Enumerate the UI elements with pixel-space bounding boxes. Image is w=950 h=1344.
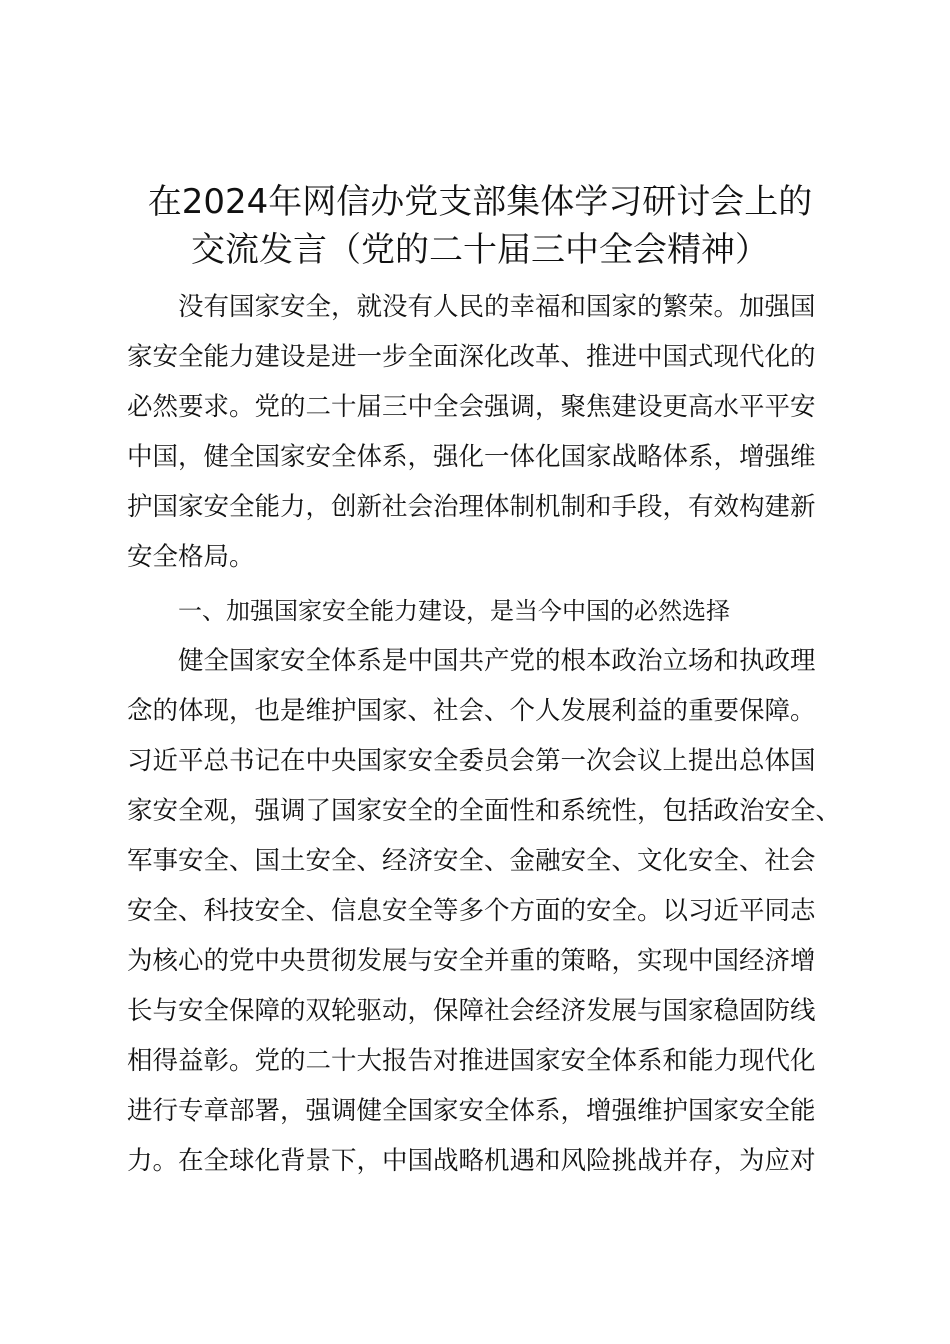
document-title (100, 178, 860, 274)
paragraph-line: 中国，健全国家安全体系，强化一体化国家战略体系，增强维 (127, 442, 816, 472)
paragraph-line: 相得益彰。党的二十大报告对推进国家安全体系和能力现代化 (127, 1046, 816, 1076)
paragraph-line: 为核心的党中央贯彻发展与安全并重的策略，实现中国经济增 (127, 946, 816, 976)
paragraph-line: 习近平总书记在中央国家安全委员会第一次会议上提出总体国 (127, 746, 816, 776)
paragraph-2 (127, 636, 842, 1186)
paragraph-line: 安全、科技安全、信息安全等多个方面的安全。以习近平同志 (127, 896, 816, 926)
paragraph-line: 健全国家安全体系是中国共产党的根本政治立场和执政理 (178, 646, 816, 676)
paragraph-line: 家安全观，强调了国家安全的全面性和系统性，包括政治安全、 (127, 796, 842, 826)
paragraph-line: 进行专章部署，强调健全国家安全体系，增强维护国家安全能 (127, 1096, 816, 1126)
paragraph-line: 念的体现，也是维护国家、社会、个人发展利益的重要保障。 (127, 696, 816, 726)
paragraph-1 (127, 282, 832, 582)
title-line-2: 交流发言（党的二十届三中全会精神） (191, 230, 769, 270)
paragraph-line: 护国家安全能力，创新社会治理体制机制和手段，有效构建新 (127, 492, 816, 522)
paragraph-line: 力。在全球化背景下，中国战略机遇和风险挑战并存，为应对 (127, 1146, 816, 1176)
section-heading: 一、加强国家安全能力建设，是当今中国的必然选择 (178, 597, 730, 625)
paragraph-line: 没有国家安全，就没有人民的幸福和国家的繁荣。加强国 (178, 292, 816, 322)
paragraph-line: 军事安全、国土安全、经济安全、金融安全、文化安全、社会 (127, 846, 816, 876)
title-line-1: 在2024年网信办党支部集体学习研讨会上的 (147, 182, 813, 222)
paragraph-line: 家安全能力建设是进一步全面深化改革、推进中国式现代化的 (127, 342, 816, 372)
paragraph-line: 长与安全保障的双轮驱动，保障社会经济发展与国家稳固防线 (127, 996, 816, 1026)
paragraph-line: 必然要求。党的二十届三中全会强调，聚焦建设更高水平平安 (127, 392, 816, 422)
paragraph-line: 安全格局。 (127, 542, 255, 572)
document-body (127, 282, 842, 1186)
